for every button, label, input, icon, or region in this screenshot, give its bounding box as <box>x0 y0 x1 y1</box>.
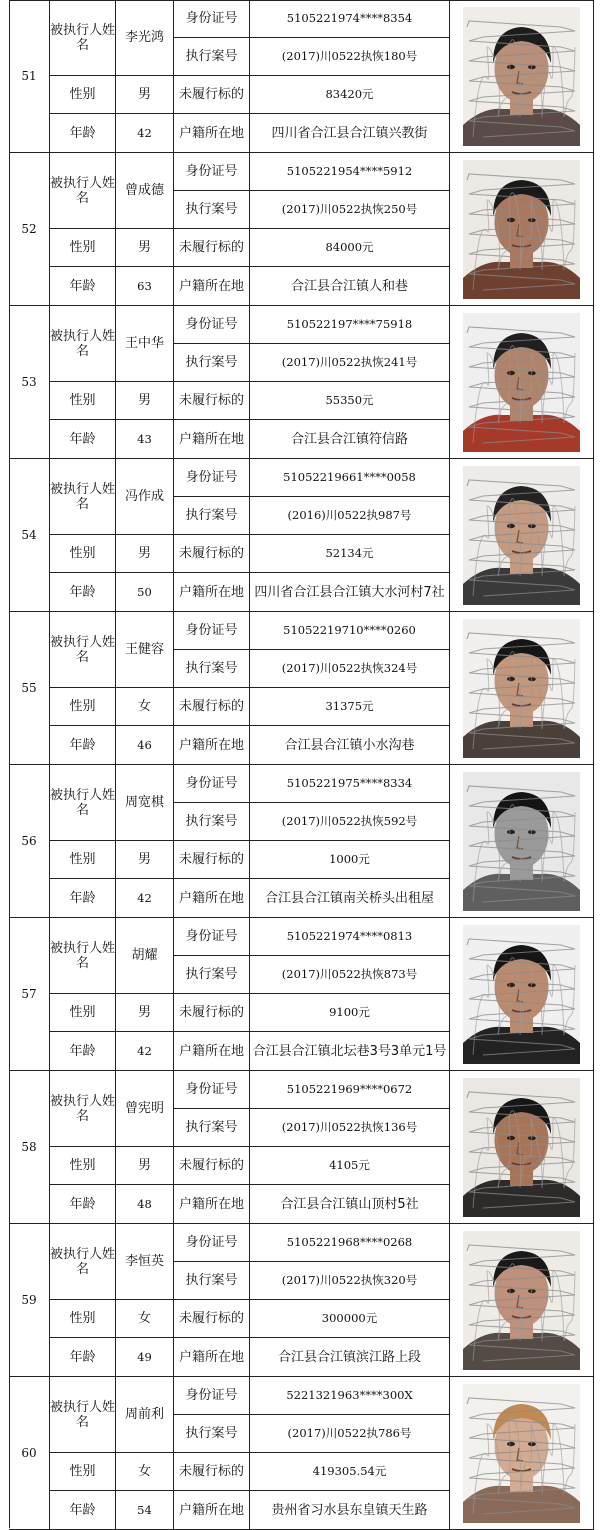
case-value: (2017)川0522执恢136号 <box>250 1109 450 1147</box>
gender-value: 男 <box>116 535 174 573</box>
id-label: 身份证号 <box>174 153 250 191</box>
age-value: 42 <box>116 114 174 153</box>
record-number: 57 <box>9 918 50 1071</box>
name-label: 被执行人姓名 <box>50 612 116 688</box>
record-row <box>9 1071 594 1224</box>
case-value: (2017)川0522执恢320号 <box>250 1262 450 1300</box>
name-value: 李光鸿 <box>116 0 174 76</box>
photo-cell <box>450 1224 594 1377</box>
portrait-photo <box>463 1231 580 1370</box>
amount-value: 55350元 <box>250 382 450 420</box>
name-value: 冯作成 <box>116 459 174 535</box>
residence-value: 贵州省习水县东皇镇天生路 <box>250 1491 450 1530</box>
record-row <box>9 1224 594 1377</box>
age-label: 年龄 <box>50 267 116 306</box>
age-label: 年龄 <box>50 1032 116 1071</box>
unpaid-label: 未履行标的 <box>174 688 250 726</box>
gender-label: 性别 <box>50 1147 116 1185</box>
case-value: (2017)川0522执恢180号 <box>250 38 450 76</box>
residence-label: 户籍所在地 <box>174 1338 250 1377</box>
age-value: 50 <box>116 573 174 612</box>
case-label: 执行案号 <box>174 650 250 688</box>
residence-label: 户籍所在地 <box>174 726 250 765</box>
photo-cell <box>450 306 594 459</box>
age-label: 年龄 <box>50 1338 116 1377</box>
id-value: 5105221974****8354 <box>250 0 450 38</box>
gender-label: 性别 <box>50 1300 116 1338</box>
record-number: 55 <box>9 612 50 765</box>
age-label: 年龄 <box>50 1185 116 1224</box>
id-label: 身份证号 <box>174 459 250 497</box>
portrait-photo <box>463 772 580 911</box>
id-label: 身份证号 <box>174 765 250 803</box>
residence-label: 户籍所在地 <box>174 1491 250 1530</box>
age-label: 年龄 <box>50 726 116 765</box>
name-value: 周宽棋 <box>116 765 174 841</box>
unpaid-label: 未履行标的 <box>174 841 250 879</box>
portrait-photo <box>463 619 580 758</box>
name-value: 李恒英 <box>116 1224 174 1300</box>
name-value: 王中华 <box>116 306 174 382</box>
age-label: 年龄 <box>50 879 116 918</box>
photo-cell <box>450 1071 594 1224</box>
age-value: 63 <box>116 267 174 306</box>
record-row <box>9 459 594 612</box>
photo-cell <box>450 1377 594 1530</box>
name-value: 曾成德 <box>116 153 174 229</box>
case-label: 执行案号 <box>174 1109 250 1147</box>
record-row <box>9 1377 594 1530</box>
id-label: 身份证号 <box>174 306 250 344</box>
gender-label: 性别 <box>50 76 116 114</box>
photo-cell <box>450 0 594 153</box>
record-number: 52 <box>9 153 50 306</box>
amount-value: 300000元 <box>250 1300 450 1338</box>
record-number: 56 <box>9 765 50 918</box>
amount-value: 1000元 <box>250 841 450 879</box>
case-label: 执行案号 <box>174 1415 250 1453</box>
gender-label: 性别 <box>50 841 116 879</box>
age-label: 年龄 <box>50 573 116 612</box>
residence-value: 合江县合江镇北坛巷3号3单元1号 <box>250 1032 450 1071</box>
id-value: 5105221968****0268 <box>250 1224 450 1262</box>
gender-label: 性别 <box>50 1453 116 1491</box>
case-value: (2017)川0522执786号 <box>250 1415 450 1453</box>
case-value: (2017)川0522执恢592号 <box>250 803 450 841</box>
name-label: 被执行人姓名 <box>50 1224 116 1300</box>
id-value: 5105221975****8334 <box>250 765 450 803</box>
name-label: 被执行人姓名 <box>50 1377 116 1453</box>
gender-value: 男 <box>116 994 174 1032</box>
photo-cell <box>450 765 594 918</box>
case-label: 执行案号 <box>174 344 250 382</box>
unpaid-label: 未履行标的 <box>174 229 250 267</box>
unpaid-label: 未履行标的 <box>174 1453 250 1491</box>
portrait-photo <box>463 925 580 1064</box>
age-value: 48 <box>116 1185 174 1224</box>
case-label: 执行案号 <box>174 38 250 76</box>
photo-cell <box>450 918 594 1071</box>
record-row <box>9 153 594 306</box>
record-row <box>9 612 594 765</box>
unpaid-label: 未履行标的 <box>174 76 250 114</box>
residence-value: 合江县合江镇小水沟巷 <box>250 726 450 765</box>
unpaid-label: 未履行标的 <box>174 994 250 1032</box>
id-value: 5105221954****5912 <box>250 153 450 191</box>
name-label: 被执行人姓名 <box>50 306 116 382</box>
gender-value: 女 <box>116 1300 174 1338</box>
amount-value: 419305.54元 <box>250 1453 450 1491</box>
gender-label: 性别 <box>50 535 116 573</box>
amount-value: 84000元 <box>250 229 450 267</box>
amount-value: 83420元 <box>250 76 450 114</box>
record-number: 54 <box>9 459 50 612</box>
id-value: 5221321963****300X <box>250 1377 450 1415</box>
case-value: (2017)川0522执恢873号 <box>250 956 450 994</box>
name-label: 被执行人姓名 <box>50 0 116 76</box>
record-number: 53 <box>9 306 50 459</box>
record-number: 51 <box>9 0 50 153</box>
gender-label: 性别 <box>50 382 116 420</box>
id-value: 51052219661****0058 <box>250 459 450 497</box>
case-label: 执行案号 <box>174 1262 250 1300</box>
case-label: 执行案号 <box>174 803 250 841</box>
record-row <box>9 306 594 459</box>
case-label: 执行案号 <box>174 497 250 535</box>
residence-value: 合江县合江镇符信路 <box>250 420 450 459</box>
age-value: 43 <box>116 420 174 459</box>
name-label: 被执行人姓名 <box>50 459 116 535</box>
age-value: 46 <box>116 726 174 765</box>
case-value: (2017)川0522执恢241号 <box>250 344 450 382</box>
record-number: 59 <box>9 1224 50 1377</box>
age-label: 年龄 <box>50 420 116 459</box>
gender-value: 女 <box>116 1453 174 1491</box>
id-label: 身份证号 <box>174 1377 250 1415</box>
residence-label: 户籍所在地 <box>174 420 250 459</box>
id-value: 510522197****75918 <box>250 306 450 344</box>
gender-value: 男 <box>116 1147 174 1185</box>
amount-value: 52134元 <box>250 535 450 573</box>
name-value: 胡耀 <box>116 918 174 994</box>
case-value: (2016)川0522执987号 <box>250 497 450 535</box>
residence-value: 四川省合江县合江镇大水河村7社 <box>250 573 450 612</box>
gender-label: 性别 <box>50 688 116 726</box>
age-value: 42 <box>116 1032 174 1071</box>
case-label: 执行案号 <box>174 191 250 229</box>
residence-value: 四川省合江县合江镇兴教街 <box>250 114 450 153</box>
gender-value: 女 <box>116 688 174 726</box>
photo-cell <box>450 459 594 612</box>
record-row <box>9 765 594 918</box>
portrait-photo <box>463 1078 580 1217</box>
name-value: 曾宪明 <box>116 1071 174 1147</box>
photo-cell <box>450 612 594 765</box>
case-value: (2017)川0522执恢250号 <box>250 191 450 229</box>
gender-label: 性别 <box>50 229 116 267</box>
unpaid-label: 未履行标的 <box>174 1147 250 1185</box>
portrait-photo <box>463 7 580 146</box>
residence-label: 户籍所在地 <box>174 1032 250 1071</box>
age-label: 年龄 <box>50 114 116 153</box>
record-row <box>9 918 594 1071</box>
record-row <box>9 0 594 153</box>
id-value: 51052219710****0260 <box>250 612 450 650</box>
residence-label: 户籍所在地 <box>174 573 250 612</box>
case-label: 执行案号 <box>174 956 250 994</box>
portrait-photo <box>463 160 580 299</box>
id-label: 身份证号 <box>174 0 250 38</box>
unpaid-label: 未履行标的 <box>174 535 250 573</box>
id-label: 身份证号 <box>174 1224 250 1262</box>
residence-value: 合江县合江镇滨江路上段 <box>250 1338 450 1377</box>
record-number: 60 <box>9 1377 50 1530</box>
residence-label: 户籍所在地 <box>174 267 250 306</box>
gender-value: 男 <box>116 229 174 267</box>
amount-value: 9100元 <box>250 994 450 1032</box>
name-label: 被执行人姓名 <box>50 918 116 994</box>
amount-value: 4105元 <box>250 1147 450 1185</box>
name-value: 王健容 <box>116 612 174 688</box>
id-label: 身份证号 <box>174 918 250 956</box>
case-value: (2017)川0522执恢324号 <box>250 650 450 688</box>
unpaid-label: 未履行标的 <box>174 382 250 420</box>
portrait-photo <box>463 313 580 452</box>
age-value: 54 <box>116 1491 174 1530</box>
record-number: 58 <box>9 1071 50 1224</box>
residence-label: 户籍所在地 <box>174 879 250 918</box>
amount-value: 31375元 <box>250 688 450 726</box>
id-label: 身份证号 <box>174 1071 250 1109</box>
age-value: 42 <box>116 879 174 918</box>
residence-value: 合江县合江镇南关桥头出租屋 <box>250 879 450 918</box>
gender-label: 性别 <box>50 994 116 1032</box>
portrait-photo <box>463 1384 580 1523</box>
gender-value: 男 <box>116 382 174 420</box>
gender-value: 男 <box>116 841 174 879</box>
residence-value: 合江县合江镇人和巷 <box>250 267 450 306</box>
name-label: 被执行人姓名 <box>50 765 116 841</box>
name-label: 被执行人姓名 <box>50 1071 116 1147</box>
residence-value: 合江县合江镇山顶村5社 <box>250 1185 450 1224</box>
portrait-photo <box>463 466 580 605</box>
gender-value: 男 <box>116 76 174 114</box>
unpaid-label: 未履行标的 <box>174 1300 250 1338</box>
id-label: 身份证号 <box>174 612 250 650</box>
residence-label: 户籍所在地 <box>174 1185 250 1224</box>
id-value: 5105221974****0813 <box>250 918 450 956</box>
photo-cell <box>450 153 594 306</box>
name-label: 被执行人姓名 <box>50 153 116 229</box>
age-value: 49 <box>116 1338 174 1377</box>
residence-label: 户籍所在地 <box>174 114 250 153</box>
name-value: 周前利 <box>116 1377 174 1453</box>
id-value: 5105221969****0672 <box>250 1071 450 1109</box>
age-label: 年龄 <box>50 1491 116 1530</box>
